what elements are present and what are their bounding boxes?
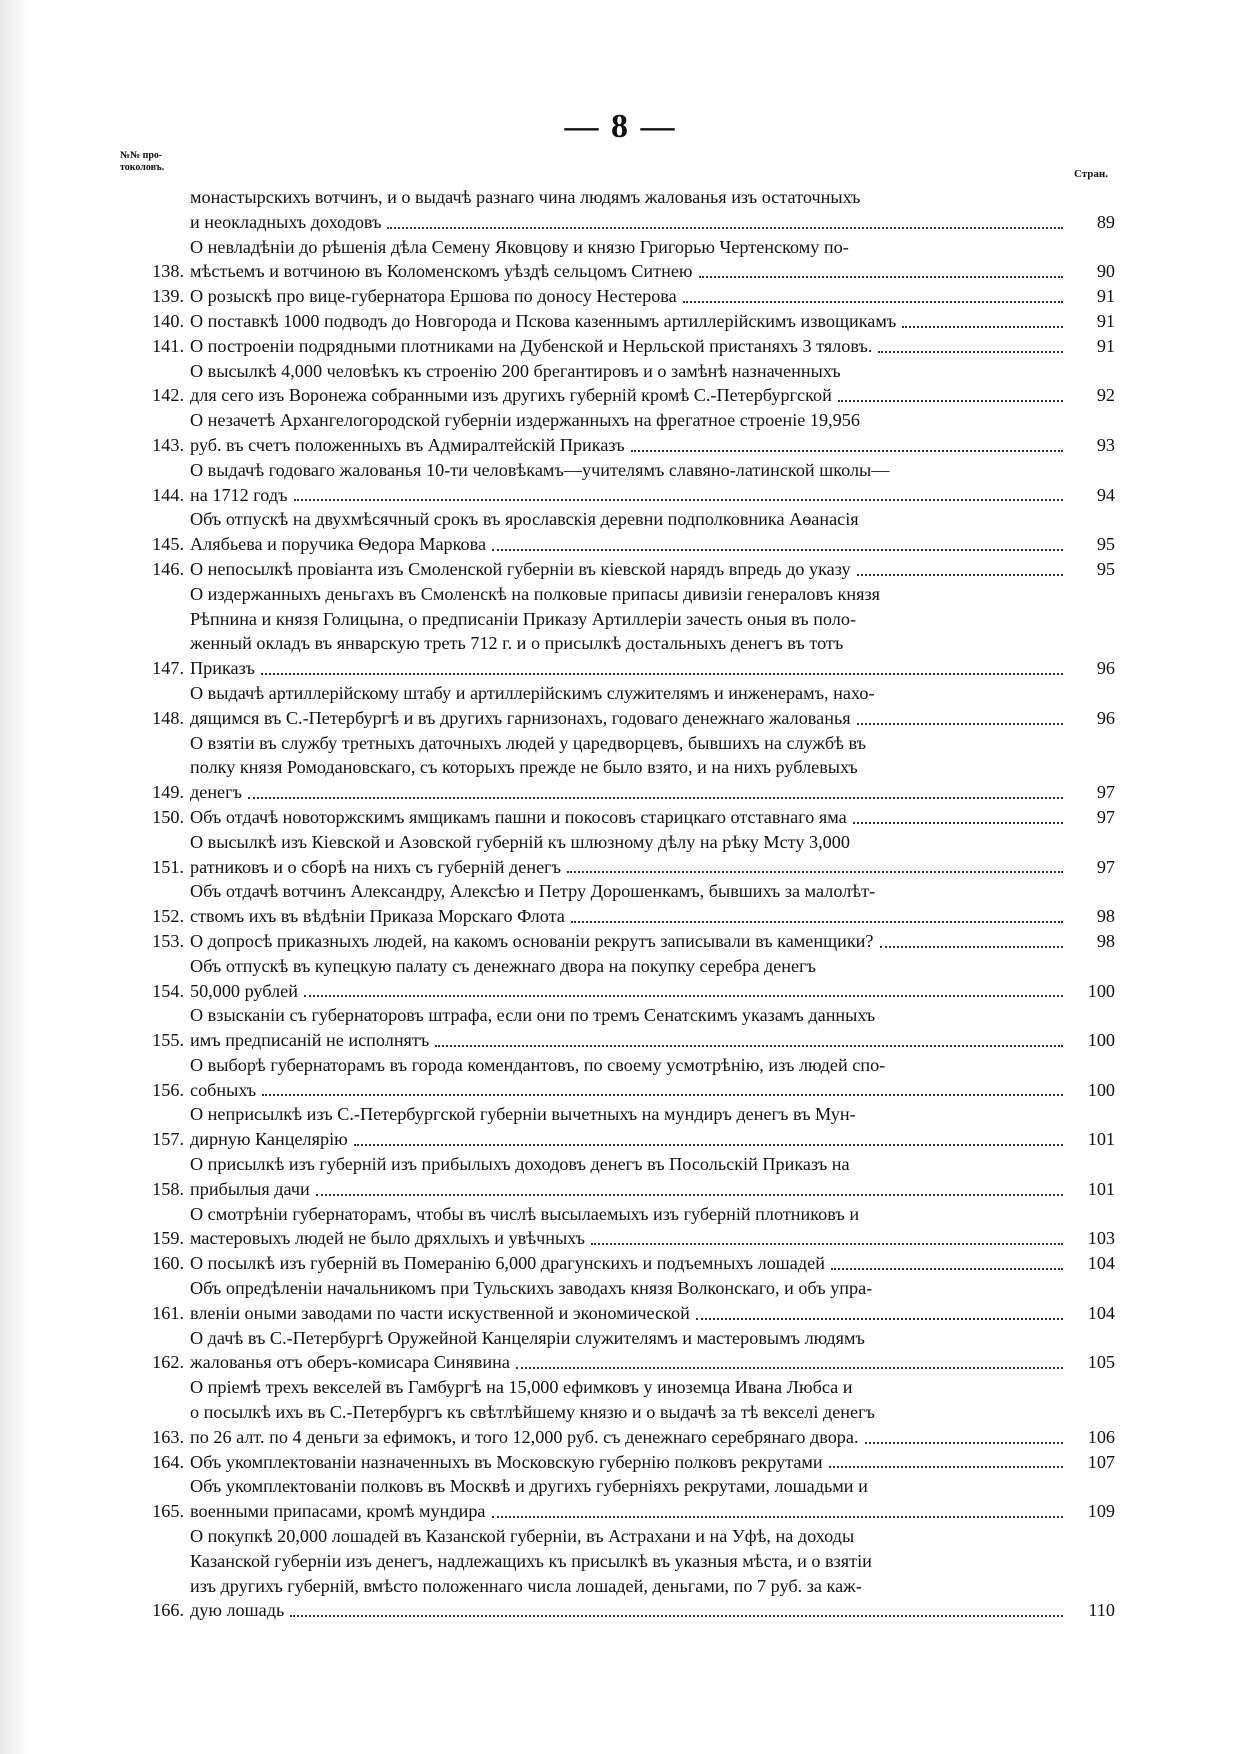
entry-text — [190, 879, 1069, 929]
toc-entry — [140, 359, 1115, 409]
entry-line: имъ предписаній не исполнятъ — [190, 1030, 430, 1051]
page-ref: 97 — [1096, 782, 1115, 803]
entry-last-line — [190, 259, 1069, 284]
toc-entry — [140, 681, 1115, 731]
protocol-number: 165. — [152, 1501, 184, 1522]
column-header-pages: Стран. — [1073, 168, 1108, 180]
page-ref: 110 — [1088, 1600, 1115, 1621]
entry-line: полку князя Ромодановскаго, съ которыхъ прежде не было взято, и на нихъ рублевыхъ — [190, 757, 858, 778]
toc-entry — [140, 731, 1115, 805]
entry-line: О построеніи подрядными плотниками на Дубенской и Нерльской пристаняхъ 3 тяловъ. — [190, 335, 873, 356]
entry-line: О поставкѣ 1000 подводъ до Новгорода и Пскова казеннымъ артиллерійскимъ извощикамъ — [190, 310, 897, 331]
entry-line: О выдачѣ артиллерійскому штабу и артиллерійскимъ служителямъ и инженерамъ, нахо- — [190, 682, 875, 703]
page-ref: 109 — [1087, 1501, 1115, 1522]
entry-line: Объ укомплектованіи назначенныхъ въ Московскую губернію полковъ рекрутами — [190, 1451, 823, 1472]
protocol-number: 163. — [152, 1426, 184, 1447]
entry-line: руб. въ счетъ положенныхъ въ Адмиралтейскій Приказъ — [190, 434, 625, 455]
entry-text — [190, 408, 1069, 458]
entry-line: О незачетѣ Архангелогородской губерніи издержанныхъ на фрегатное строеніе 19,956 — [190, 410, 860, 431]
entry-text — [190, 1524, 1069, 1623]
dot-leader — [857, 574, 1063, 576]
entry-line: 50,000 рублей — [190, 980, 298, 1001]
dot-leader — [631, 450, 1063, 452]
entry-line: дирную Канцелярію — [190, 1129, 348, 1150]
entry-last-line — [190, 1251, 1069, 1276]
protocol-number: 147. — [152, 658, 184, 679]
entry-text — [190, 359, 1069, 409]
protocol-number: 154. — [152, 980, 184, 1001]
entry-text — [190, 1375, 1069, 1449]
entry-line: О пріемѣ трехъ векселей въ Гамбургѣ на 15,000 ефимковъ у иноземца Ивана Любса и — [190, 1377, 853, 1398]
protocol-number: 144. — [152, 484, 184, 505]
entry-line: Объ укомплектованіи полковъ въ Москвѣ и другихъ губерніяхъ рекрутами, лошадьми и — [190, 1476, 868, 1497]
protocol-number: 153. — [152, 930, 184, 951]
page-ref: 101 — [1087, 1129, 1115, 1150]
page-ref: 104 — [1087, 1302, 1115, 1323]
entry-line: дящимся въ С.-Петербургѣ и въ другихъ гарнизонахъ, годоваго денежнаго жалованья — [190, 707, 851, 728]
protocol-number: 166. — [152, 1600, 184, 1621]
dot-leader — [262, 1094, 1063, 1096]
entry-line: ствомъ ихъ въ вѣдѣніи Приказа Морскаго Флота — [190, 906, 565, 927]
entry-line: изъ другихъ губерній, вмѣсто положеннаго числа лошадей, деньгами, по 7 руб. за каж- — [190, 1575, 862, 1596]
entry-text — [190, 507, 1069, 557]
toc-entry — [140, 185, 1115, 235]
entry-line: О смотрѣніи губернаторамъ, чтобы въ числѣ высылаемыхъ изъ губерній плотниковъ и — [190, 1203, 860, 1224]
page-ref: 101 — [1087, 1178, 1115, 1199]
scan-edge-shadow — [0, 0, 30, 1754]
entry-line: О издержанныхъ деньгахъ въ Смоленскѣ на полковые припасы дивизіи генераловъ князя — [190, 583, 881, 604]
entry-line: О взысканіи съ губернаторовъ штрафа, если они по тремъ Сенатскимъ указамъ данныхъ — [190, 1005, 876, 1026]
entry-last-line — [190, 383, 1069, 408]
entry-text — [190, 1474, 1069, 1524]
dot-leader — [831, 1268, 1063, 1270]
entry-last-line — [190, 1425, 1069, 1450]
entry-line: женный окладъ въ январскую треть 712 г. и о присылкѣ достальныхъ денегъ въ тотъ — [190, 633, 844, 654]
entry-last-line — [190, 284, 1069, 309]
protocol-number: 155. — [152, 1030, 184, 1051]
entry-line: О выдачѣ годоваго жалованья 10-ти человѣкамъ—учителямъ славяно-латинской школы— — [190, 459, 890, 480]
dot-leader — [354, 1144, 1063, 1146]
protocol-number: 141. — [152, 335, 184, 356]
entry-last-line — [190, 557, 1069, 582]
page-ref: 105 — [1087, 1352, 1115, 1373]
entry-text — [190, 582, 1069, 681]
entry-last-line — [190, 532, 1069, 557]
entry-text — [190, 185, 1069, 235]
dot-leader — [878, 351, 1063, 353]
entry-line: О выборѣ губернаторамъ въ города комендантовъ, по своему усмотрѣнію, изъ людей спо- — [190, 1054, 886, 1075]
dot-leader — [290, 1615, 1063, 1617]
entry-line: О взятіи въ службу третныхъ даточныхъ людей у царедворцевъ, бывшихъ на службѣ въ — [190, 732, 867, 753]
toc-entry — [140, 507, 1115, 557]
entry-text — [190, 830, 1069, 880]
toc-entry — [140, 284, 1115, 309]
entry-last-line — [190, 1450, 1069, 1475]
entry-line: и неокладныхъ доходовъ — [190, 211, 382, 232]
entry-last-line — [190, 1127, 1069, 1152]
toc-entry — [140, 1053, 1115, 1103]
dot-leader — [571, 921, 1063, 923]
toc-entry — [140, 929, 1115, 954]
entry-text — [190, 681, 1069, 731]
dot-leader — [261, 673, 1063, 675]
entry-text — [190, 1053, 1069, 1103]
entry-line: денегъ — [190, 782, 242, 803]
dot-leader — [435, 1045, 1063, 1047]
protocol-number: 140. — [152, 310, 184, 331]
protocol-number: 152. — [152, 906, 184, 927]
entry-line: собныхъ — [190, 1079, 257, 1100]
entry-text — [190, 309, 1069, 334]
protocol-number: 148. — [152, 707, 184, 728]
dot-leader — [492, 1516, 1064, 1518]
dot-leader — [567, 871, 1063, 873]
toc-entry — [140, 309, 1115, 334]
protocol-number: 162. — [152, 1352, 184, 1373]
toc-entry — [140, 408, 1115, 458]
entry-text — [190, 1202, 1069, 1252]
entry-last-line — [190, 433, 1069, 458]
dot-leader — [248, 797, 1063, 799]
dot-leader — [829, 1466, 1063, 1468]
dot-leader — [492, 549, 1063, 551]
table-of-contents — [140, 185, 1115, 1623]
entry-text — [190, 929, 1069, 954]
protocol-number: 151. — [152, 856, 184, 877]
entry-line: Объ отдачѣ вотчинъ Александру, Алексѣю и Петру Дорошенкамъ, бывшихъ за малолѣт- — [190, 881, 876, 902]
toc-entry — [140, 235, 1115, 285]
protocol-number: 158. — [152, 1178, 184, 1199]
toc-entry — [140, 830, 1115, 880]
protocol-number: 159. — [152, 1228, 184, 1249]
dot-leader — [316, 1194, 1063, 1196]
protocol-number: 142. — [152, 385, 184, 406]
dot-leader — [865, 1442, 1064, 1444]
entry-text — [190, 235, 1069, 285]
dot-leader — [838, 400, 1063, 402]
entry-last-line — [190, 979, 1069, 1004]
entry-line: мѣстьемъ и вотчиною въ Коломенскомъ уѣздѣ сельцомъ Ситнею — [190, 261, 693, 282]
entry-last-line — [190, 334, 1069, 359]
entry-line: монастырскихъ вотчинъ, и о выдачѣ разнаго чина людямъ жалованья изъ остаточныхъ — [190, 187, 861, 207]
toc-entry — [140, 1326, 1115, 1376]
entry-line: О посылкѣ изъ губерній въ Померанію 6,000 драгунскихъ и подъемныхъ лошадей — [190, 1253, 825, 1274]
entry-line: Объ отдачѣ новоторжскимъ ямщикамъ пашни и покосовъ старицкаго отставнаго яма — [190, 806, 847, 827]
entry-line: О розыскѣ про вице-губернатора Ершова по доносу Нестерова — [190, 286, 677, 307]
entry-line: О непосылкѣ провіанта изъ Смоленской губерніи въ кіевской нарядъ впредь до указу — [190, 558, 851, 579]
page-ref: 98 — [1096, 930, 1115, 951]
toc-entry — [140, 1276, 1115, 1326]
entry-text — [190, 805, 1069, 830]
page-ref: 92 — [1096, 385, 1115, 406]
protocol-number: 157. — [152, 1129, 184, 1150]
page-number: — 8 — — [564, 108, 677, 145]
dot-leader — [902, 326, 1063, 328]
dot-leader — [516, 1367, 1063, 1369]
toc-entry — [140, 954, 1115, 1004]
entry-last-line — [190, 1226, 1069, 1251]
toc-entry — [140, 1152, 1115, 1202]
entry-line: Рѣпнина и князя Голицына, о предписаніи Приказу Артиллеріи зачесть оныя въ поло- — [190, 608, 857, 629]
toc-entry — [140, 1251, 1115, 1276]
entry-line: О допросѣ приказныхъ людей, на какомъ основаніи рекрутъ записывали въ каменщики? — [190, 930, 874, 951]
entry-line: дую лошадь — [190, 1600, 285, 1621]
page-ref: 97 — [1096, 806, 1115, 827]
entry-line: Объ отпускѣ въ купецкую палату съ денежнаго двора на покупку серебра денегъ — [190, 955, 816, 976]
entry-line: на 1712 годъ — [190, 484, 288, 505]
entry-last-line — [190, 1350, 1069, 1375]
dot-leader — [591, 1243, 1063, 1245]
entry-line: О дачѣ въ С.-Петербургѣ Оружейной Канцеляріи служителямъ и мастеровымъ людямъ — [190, 1327, 865, 1348]
entry-last-line — [190, 929, 1069, 954]
entry-text — [190, 284, 1069, 309]
dot-leader — [696, 1318, 1063, 1320]
entry-text — [190, 1326, 1069, 1376]
entry-last-line — [190, 780, 1069, 805]
entry-line: О высылкѣ 4,000 человѣкъ къ строенію 200 брегантировъ и о замѣнѣ назначенныхъ — [190, 360, 841, 381]
entry-last-line — [190, 855, 1069, 880]
toc-entry — [140, 582, 1115, 681]
entry-line: для сего изъ Воронежа собранными изъ другихъ губерній кромѣ С.-Петербургской — [190, 385, 832, 406]
entry-line: Казанской губерніи изъ денегъ, надлежащихъ къ присылкѣ въ указныя мѣста, и о взятіи — [190, 1550, 872, 1571]
toc-entry — [140, 1474, 1115, 1524]
page-ref: 100 — [1087, 1079, 1115, 1100]
entry-text — [190, 954, 1069, 1004]
entry-last-line — [190, 1301, 1069, 1326]
entry-last-line — [190, 309, 1069, 334]
entry-text — [190, 1276, 1069, 1326]
protocol-number: 143. — [152, 434, 184, 455]
page-ref: 100 — [1087, 1030, 1115, 1051]
entry-text — [190, 1152, 1069, 1202]
page-ref: 106 — [1087, 1426, 1115, 1447]
entry-text — [190, 1251, 1069, 1276]
entry-last-line — [190, 1177, 1069, 1202]
entry-text — [190, 1003, 1069, 1053]
toc-entry — [140, 805, 1115, 830]
dot-leader — [853, 822, 1063, 824]
page-ref: 96 — [1096, 658, 1115, 679]
entry-last-line — [190, 656, 1069, 681]
entry-last-line — [190, 706, 1069, 731]
dot-leader — [880, 946, 1064, 948]
toc-entry — [140, 1524, 1115, 1623]
toc-entry — [140, 458, 1115, 508]
entry-line: прибылыя дачи — [190, 1178, 310, 1199]
page-ref: 100 — [1087, 980, 1115, 1001]
toc-entry — [140, 557, 1115, 582]
entry-last-line — [190, 1499, 1069, 1524]
page-ref: 96 — [1096, 707, 1115, 728]
entry-last-line — [190, 210, 1069, 235]
entry-line: мастеровыхъ людей не было дряхлыхъ и увѣчныхъ — [190, 1228, 585, 1249]
page-ref: 91 — [1096, 335, 1115, 356]
entry-line: по 26 алт. по 4 деньги за ефимокъ, и того 12,000 руб. съ денежнаго серебрянаго двора. — [190, 1426, 859, 1447]
entry-text — [190, 1102, 1069, 1152]
toc-entry — [140, 879, 1115, 929]
dot-leader — [294, 499, 1063, 501]
entry-last-line — [190, 1078, 1069, 1103]
entry-line: вленіи оными заводами по части искуственной и экономической — [190, 1302, 690, 1323]
protocol-number: 146. — [152, 558, 184, 579]
page-ref: 95 — [1096, 558, 1115, 579]
toc-entry — [140, 1003, 1115, 1053]
page-ref: 103 — [1087, 1228, 1115, 1249]
dot-leader — [699, 276, 1064, 278]
protocol-number: 145. — [152, 534, 184, 555]
protocol-number: 156. — [152, 1079, 184, 1100]
protocol-number: 160. — [152, 1253, 184, 1274]
toc-entry — [140, 1375, 1115, 1449]
dot-leader — [857, 723, 1063, 725]
entry-line: Объ отпускѣ на двухмѣсячный срокъ въ ярославскія деревни подполковника Аѳанасія — [190, 509, 859, 530]
entry-last-line — [190, 1028, 1069, 1053]
page-ref: 104 — [1087, 1253, 1115, 1274]
page-ref: 90 — [1096, 261, 1115, 282]
entry-line: о посылкѣ ихъ въ С.-Петербургъ къ свѣтлѣйшему князю и о выдачѣ за тѣ векселі денегъ — [190, 1402, 875, 1423]
entry-line: жалованья отъ оберъ-комисара Синявина — [190, 1352, 510, 1373]
entry-text — [190, 731, 1069, 805]
entry-line: ратниковъ и о сборѣ на нихъ съ губерній денегъ — [190, 856, 562, 877]
protocol-number: 161. — [152, 1302, 184, 1323]
entry-line: О неприсылкѣ изъ С.-Петербургской губерніи вычетныхъ на мундиръ денегъ въ Мун- — [190, 1104, 856, 1125]
entry-line: О невладѣніи до рѣшенія дѣла Семену Яковцову и князю Григорью Чертенскому по- — [190, 236, 849, 257]
entry-line: Объ опредѣленіи начальникомъ при Тульскихъ заводахъ князя Волконскаго, и объ упра- — [190, 1278, 873, 1299]
protocol-number: 139. — [152, 286, 184, 307]
entry-text — [190, 458, 1069, 508]
entry-line: О покупкѣ 20,000 лошадей въ Казанской губерніи, въ Астрахани и на Уфѣ, на доходы — [190, 1526, 855, 1547]
entry-line: Алябьева и поручика Ѳедора Маркова — [190, 534, 487, 555]
page-ref: 89 — [1096, 211, 1115, 232]
entry-last-line — [190, 904, 1069, 929]
toc-entry — [140, 1450, 1115, 1475]
protocol-number: 150. — [152, 806, 184, 827]
protocol-number: 138. — [152, 261, 184, 282]
protocol-number: 149. — [152, 782, 184, 803]
toc-entry — [140, 1202, 1115, 1252]
toc-entry — [140, 1102, 1115, 1152]
column-header-protocols — [120, 150, 180, 174]
page-ref: 107 — [1087, 1451, 1115, 1472]
page-ref: 95 — [1096, 534, 1115, 555]
page-ref: 91 — [1096, 286, 1115, 307]
page-ref: 94 — [1096, 484, 1115, 505]
page-ref: 93 — [1096, 434, 1115, 455]
entry-line: О высылкѣ изъ Кіевской и Азовской губерній къ шлюзному дѣлу на рѣку Мсту 3,000 — [190, 831, 850, 852]
entry-last-line — [190, 1598, 1069, 1623]
column-header-protocols-text: №№ про- токоловъ. — [120, 150, 165, 173]
page-ref: 91 — [1096, 310, 1115, 331]
dot-leader — [387, 227, 1063, 229]
entry-last-line — [190, 483, 1069, 508]
page-ref: 97 — [1096, 856, 1115, 877]
entry-last-line — [190, 805, 1069, 830]
entry-line: Приказъ — [190, 658, 255, 679]
entry-text — [190, 1450, 1069, 1475]
dot-leader — [683, 301, 1063, 303]
entry-text — [190, 334, 1069, 359]
entry-text — [190, 557, 1069, 582]
page-ref: 98 — [1096, 906, 1115, 927]
dot-leader — [304, 995, 1063, 997]
entry-line: О присылкѣ изъ губерній изъ прибылыхъ доходовъ денегъ въ Посольскій Приказъ на — [190, 1154, 850, 1175]
protocol-number: 164. — [152, 1451, 184, 1472]
toc-entry — [140, 334, 1115, 359]
entry-line: военными припасами, кромѣ мундира — [190, 1501, 486, 1522]
